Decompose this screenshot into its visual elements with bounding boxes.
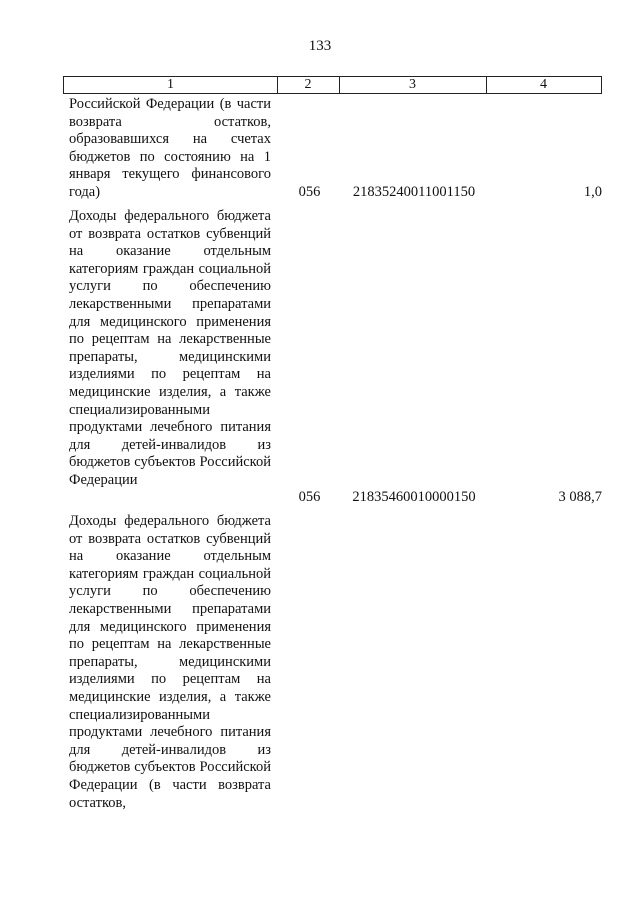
row-description: Российской Федерации (в части возврата остатков, образовавшихся на счетах бюджетов по состоянию на 1 января текущего финансового года) (69, 96, 271, 200)
column-header-1: 1 (63, 76, 278, 94)
row-kbk-code: 21835240011001150 (352, 184, 476, 200)
column-header-4: 4 (486, 76, 602, 94)
row-kbk-code: 21835460010000150 (352, 489, 476, 505)
row-amount: 1,0 (583, 184, 602, 200)
row-admin-code: 056 (298, 184, 321, 200)
column-header-3: 3 (339, 76, 487, 94)
row-amount: 3 088,7 (558, 489, 602, 505)
row-admin-code: 056 (298, 489, 321, 505)
row-description: Доходы федерального бюджета от возврата остатков субвенций на оказание отдельным категориям граждан социальной услуги по обеспечению лекарственными препаратами для медицинского применения по рецептам на лекарственные препараты, медицинскими изделиями по рецептам на медицинские изделия, а также специализированными продуктами лечебного питания для детей-инвалидов из бюджетов субъектов Российской Федерации (в части возврата остатков, (69, 513, 271, 811)
column-header-2: 2 (277, 76, 340, 94)
row-description: Доходы федерального бюджета от возврата остатков субвенций на оказание отдельным категориям граждан социальной услуги по обеспечению лекарственными препаратами для медицинского применения по рецептам на лекарственные препараты, медицинскими изделиями по рецептам на медицинские изделия, а также специализированными продуктами лечебного питания для детей-инвалидов из бюджетов субъектов Российской Федерации (69, 208, 271, 488)
page-number: 133 (308, 38, 332, 54)
